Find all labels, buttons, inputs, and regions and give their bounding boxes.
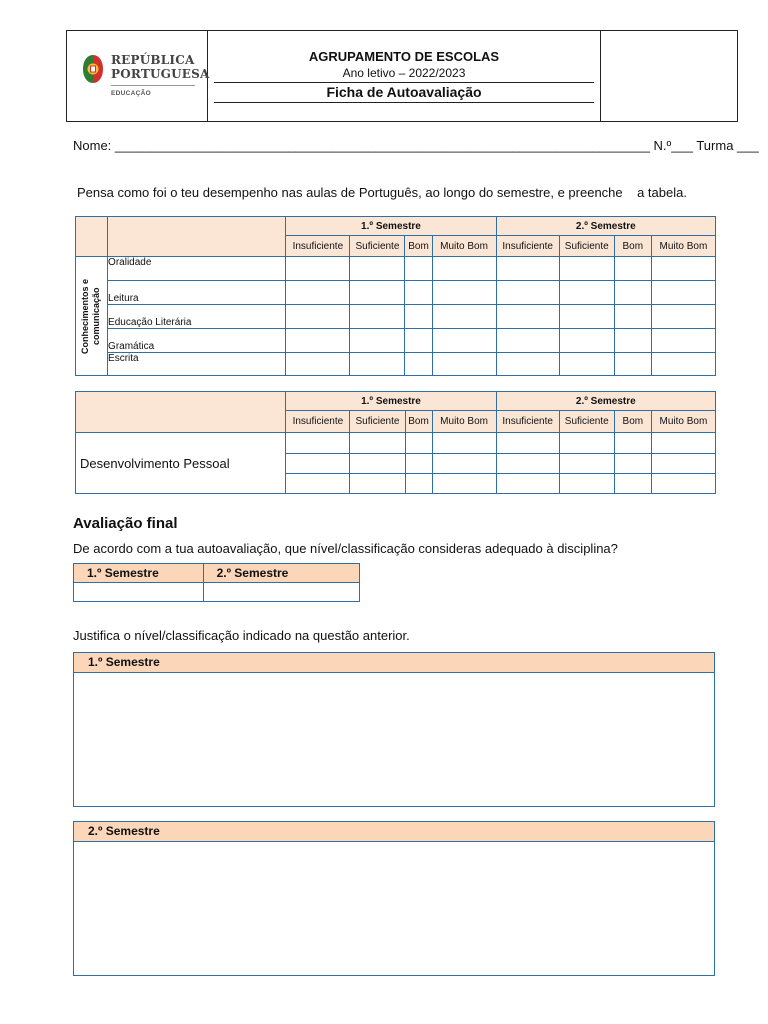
check-cell[interactable] xyxy=(559,257,614,281)
check-cell[interactable] xyxy=(350,474,405,494)
group-label: Conhecimentos e comunicação xyxy=(79,278,101,354)
check-cell[interactable] xyxy=(496,257,559,281)
check-cell[interactable] xyxy=(432,454,496,474)
check-cell[interactable] xyxy=(496,281,559,305)
check-cell[interactable] xyxy=(614,329,651,353)
justification-box-semester-2[interactable] xyxy=(73,821,715,976)
final-semester-2-header: 2.º Semestre xyxy=(203,564,359,583)
level-header: Insuficiente xyxy=(496,236,559,257)
final-grade-table xyxy=(73,563,360,602)
check-cell[interactable] xyxy=(559,305,614,329)
check-cell[interactable] xyxy=(432,329,496,353)
level-header: Insuficiente xyxy=(496,411,559,433)
check-cell[interactable] xyxy=(350,454,405,474)
check-cell[interactable] xyxy=(432,281,496,305)
level-header: Bom xyxy=(405,411,432,433)
check-cell[interactable] xyxy=(651,305,715,329)
table-row-label: Desenvolvimento Pessoal xyxy=(76,433,286,494)
header-rule-bottom xyxy=(214,102,594,103)
logo-cell xyxy=(67,31,208,121)
level-header: Bom xyxy=(614,236,651,257)
check-cell[interactable] xyxy=(432,474,496,494)
check-cell[interactable] xyxy=(496,474,559,494)
justification-box-semester-1[interactable] xyxy=(73,652,715,807)
check-cell[interactable] xyxy=(651,281,715,305)
check-cell[interactable] xyxy=(559,433,614,454)
check-cell[interactable] xyxy=(496,329,559,353)
student-info-line[interactable]: Nome: __________________________________________________________________________ N.º___ Turma ___ xyxy=(73,138,759,153)
check-cell[interactable] xyxy=(559,281,614,305)
check-cell[interactable] xyxy=(405,329,432,353)
check-cell[interactable] xyxy=(350,257,405,281)
justify-question: Justifica o nível/classificação indicado na questão anterior. xyxy=(73,628,410,643)
check-cell[interactable] xyxy=(286,433,350,454)
check-cell[interactable] xyxy=(496,353,559,376)
document-header xyxy=(66,30,738,122)
semester-1-header: 1.º Semestre xyxy=(286,217,496,236)
check-cell[interactable] xyxy=(432,353,496,376)
header-rule-top xyxy=(214,82,594,83)
check-cell[interactable] xyxy=(496,433,559,454)
check-cell[interactable] xyxy=(496,454,559,474)
corner-cell xyxy=(76,392,286,433)
check-cell[interactable] xyxy=(286,454,350,474)
corner-cell xyxy=(108,217,286,257)
check-cell[interactable] xyxy=(559,454,614,474)
final-semester-1-header: 1.º Semestre xyxy=(74,564,204,583)
check-cell[interactable] xyxy=(286,305,350,329)
check-cell[interactable] xyxy=(496,305,559,329)
check-cell[interactable] xyxy=(286,257,350,281)
corner-cell xyxy=(76,217,108,257)
check-cell[interactable] xyxy=(651,257,715,281)
check-cell[interactable] xyxy=(559,474,614,494)
check-cell[interactable] xyxy=(432,257,496,281)
check-cell[interactable] xyxy=(405,257,432,281)
check-cell[interactable] xyxy=(432,305,496,329)
table-row-label: Educação Literária xyxy=(108,305,286,329)
check-cell[interactable] xyxy=(405,353,432,376)
check-cell[interactable] xyxy=(286,329,350,353)
level-header: Muito Bom xyxy=(432,236,496,257)
check-cell[interactable] xyxy=(350,353,405,376)
header-right-divider xyxy=(600,31,601,121)
level-header: Muito Bom xyxy=(432,411,496,433)
level-header: Suficiente xyxy=(559,411,614,433)
check-cell[interactable] xyxy=(651,474,715,494)
check-cell[interactable] xyxy=(651,433,715,454)
table-row-label: Leitura xyxy=(108,281,286,305)
check-cell[interactable] xyxy=(405,281,432,305)
instructions-text: Pensa como foi o teu desempenho nas aulas de Português, ao longo do semestre, e preenche a tabela. xyxy=(77,185,687,200)
check-cell[interactable] xyxy=(559,329,614,353)
semester-2-header: 2.º Semestre xyxy=(496,392,715,411)
semester-2-header: 2.º Semestre xyxy=(496,217,715,236)
level-header: Bom xyxy=(405,236,432,257)
justification-box-1-header: 1.º Semestre xyxy=(74,653,714,673)
self-assessment-table-knowledge xyxy=(75,216,716,376)
check-cell[interactable] xyxy=(614,433,651,454)
table-row-label: Escrita xyxy=(108,353,286,376)
table-row-label: Oralidade xyxy=(108,257,286,281)
self-assessment-table-personal xyxy=(75,391,716,494)
level-header: Muito Bom xyxy=(651,236,715,257)
check-cell[interactable] xyxy=(405,454,432,474)
check-cell[interactable] xyxy=(405,433,432,454)
check-cell[interactable] xyxy=(614,305,651,329)
logo-line-1: REPÚBLICA xyxy=(111,53,195,67)
school-year: Ano letivo – 2022/2023 xyxy=(342,66,466,80)
level-header: Insuficiente xyxy=(286,236,350,257)
check-cell[interactable] xyxy=(350,305,405,329)
final-semester-2-input[interactable] xyxy=(203,583,359,602)
school-name: AGRUPAMENTO DE ESCOLAS xyxy=(308,49,500,64)
check-cell[interactable] xyxy=(432,433,496,454)
check-cell[interactable] xyxy=(614,454,651,474)
republica-portuguesa-logo-icon xyxy=(82,53,104,85)
table-row-label: Gramática xyxy=(108,329,286,353)
level-header: Muito Bom xyxy=(651,411,715,433)
document-title: Ficha de Autoavaliação xyxy=(326,84,482,100)
check-cell[interactable] xyxy=(286,281,350,305)
logo-line-2: PORTUGUESA xyxy=(111,67,210,81)
check-cell[interactable] xyxy=(614,257,651,281)
final-question: De acordo com a tua autoavaliação, que nível/classificação consideras adequado à disciplina? xyxy=(73,541,618,556)
level-header: Insuficiente xyxy=(286,411,350,433)
logo-divider xyxy=(111,85,195,86)
check-cell[interactable] xyxy=(651,353,715,376)
level-header: Bom xyxy=(614,411,651,433)
check-cell[interactable] xyxy=(286,353,350,376)
check-cell[interactable] xyxy=(559,353,614,376)
check-cell[interactable] xyxy=(350,281,405,305)
final-evaluation-heading: Avaliação final xyxy=(73,515,178,532)
logo-subtitle: EDUCAÇÃO xyxy=(111,90,151,97)
semester-1-header: 1.º Semestre xyxy=(286,392,496,411)
check-cell[interactable] xyxy=(350,329,405,353)
check-cell[interactable] xyxy=(651,454,715,474)
logo-wordmark xyxy=(111,53,209,81)
justification-box-2-header: 2.º Semestre xyxy=(74,822,714,842)
level-header: Suficiente xyxy=(350,411,405,433)
check-cell[interactable] xyxy=(651,329,715,353)
check-cell[interactable] xyxy=(614,281,651,305)
check-cell[interactable] xyxy=(286,474,350,494)
header-title-cell xyxy=(208,31,600,121)
level-header: Suficiente xyxy=(350,236,405,257)
group-label-cell xyxy=(76,257,108,376)
final-semester-1-input[interactable] xyxy=(74,583,204,602)
check-cell[interactable] xyxy=(614,474,651,494)
check-cell[interactable] xyxy=(405,474,432,494)
check-cell[interactable] xyxy=(350,433,405,454)
check-cell[interactable] xyxy=(405,305,432,329)
check-cell[interactable] xyxy=(614,353,651,376)
level-header: Suficiente xyxy=(559,236,614,257)
